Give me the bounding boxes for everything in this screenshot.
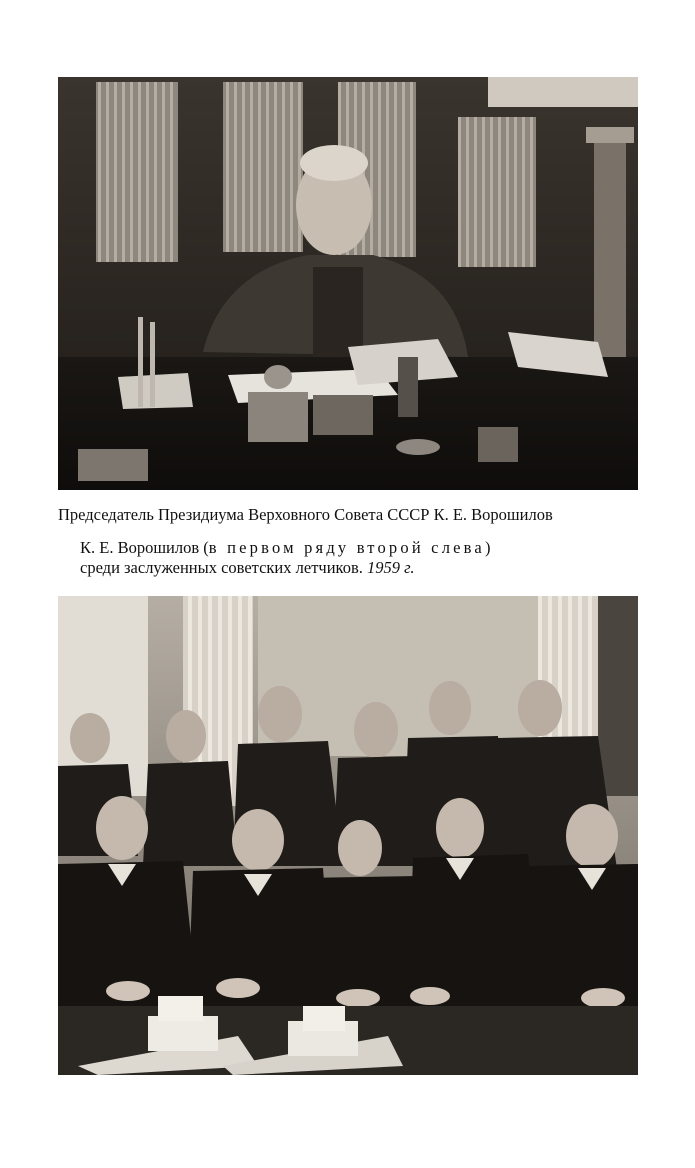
caption-bottom-position: в первом ряду второй слева bbox=[208, 538, 485, 557]
photo-caption-bottom bbox=[80, 538, 490, 578]
caption-bottom-paren-close: ) bbox=[484, 538, 491, 557]
caption-bottom-description: среди заслуженных советских летчиков. bbox=[80, 558, 368, 577]
caption-bottom-line-2 bbox=[80, 558, 490, 578]
photo-group-of-pilots bbox=[58, 596, 638, 1075]
photo-voroshilov-at-desk-image bbox=[58, 77, 638, 490]
photo-group-of-pilots-image bbox=[58, 596, 638, 1075]
caption-bottom-line-1 bbox=[80, 538, 490, 558]
caption-bottom-year: 1959 г. bbox=[367, 558, 415, 577]
caption-top-text: Председатель Президиума Верховного Совета СССР К. Е. Ворошилов bbox=[58, 505, 553, 524]
photo-voroshilov-at-desk bbox=[58, 77, 638, 490]
caption-bottom-name: К. Е. Ворошилов ( bbox=[80, 538, 209, 557]
photo-caption-top bbox=[58, 505, 553, 525]
